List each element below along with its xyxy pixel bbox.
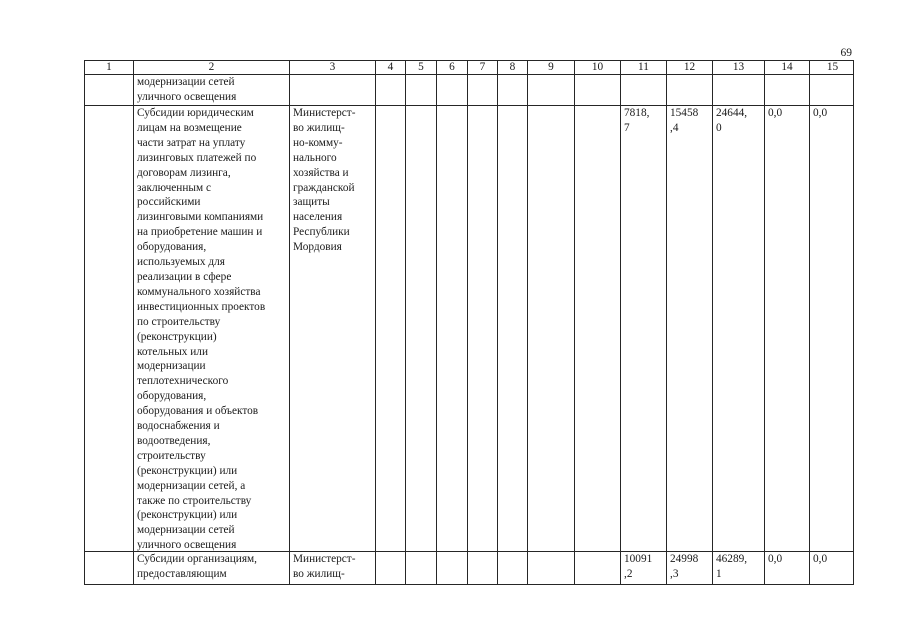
row2-col9 — [528, 106, 575, 552]
column-header-9: 9 — [528, 61, 575, 75]
column-header-14: 14 — [765, 61, 810, 75]
row1-col10 — [575, 75, 621, 106]
row3-col1 — [85, 552, 134, 585]
row1-col12 — [667, 75, 713, 106]
row2-col11 — [621, 106, 667, 552]
column-header-6: 6 — [437, 61, 468, 75]
row3-col15 — [810, 552, 854, 585]
row2-col15-value: 0,0 — [813, 107, 828, 119]
row1-col4 — [376, 75, 406, 106]
row3-col3-text: Министерст- во жилищ- — [293, 553, 356, 580]
row3-col2 — [134, 552, 290, 585]
row2-col13-value: 24644, 0 — [716, 107, 748, 134]
row2-col1 — [85, 106, 134, 552]
column-header-10: 10 — [575, 61, 621, 75]
row3-col5 — [406, 552, 437, 585]
column-header-11: 11 — [621, 61, 667, 75]
row2-col2 — [134, 106, 290, 552]
column-header-3: 3 — [290, 61, 376, 75]
column-header-1: 1 — [85, 61, 134, 75]
row2-col3-text: Министерст- во жилищ- но-комму- нального хозяйства и гражданской защиты населения Республики Мордовия — [293, 107, 356, 254]
row2-col5 — [406, 106, 437, 552]
row1-col2 — [134, 75, 290, 106]
row1-col11 — [621, 75, 667, 106]
column-header-2: 2 — [134, 61, 290, 75]
row3-col12 — [667, 552, 713, 585]
row1-col9 — [528, 75, 575, 106]
row2-col12 — [667, 106, 713, 552]
column-header-15: 15 — [810, 61, 854, 75]
row3-col7 — [468, 552, 498, 585]
row2-col4 — [376, 106, 406, 552]
row3-col13-value: 46289, 1 — [716, 553, 748, 580]
row1-col2-text: модернизации сетей уличного освещения — [137, 76, 237, 103]
column-header-8: 8 — [498, 61, 528, 75]
row2-col7 — [468, 106, 498, 552]
column-header-4: 4 — [376, 61, 406, 75]
row2-col3 — [290, 106, 376, 552]
page-number: 69 — [840, 47, 852, 59]
row3-col3 — [290, 552, 376, 585]
row2-col14 — [765, 106, 810, 552]
column-header-7: 7 — [468, 61, 498, 75]
row3-col2-text: Субсидии организациям, предоставляющим — [137, 553, 257, 580]
row1-col15 — [810, 75, 854, 106]
budget-table — [84, 60, 854, 585]
row3-col13 — [713, 552, 765, 585]
row3-col8 — [498, 552, 528, 585]
row3-col15-value: 0,0 — [813, 553, 828, 565]
row1-col6 — [437, 75, 468, 106]
row3-col11-value: 10091 ,2 — [624, 553, 653, 580]
row1-col14 — [765, 75, 810, 106]
row1-col5 — [406, 75, 437, 106]
column-header-5: 5 — [406, 61, 437, 75]
row1-col7 — [468, 75, 498, 106]
row2-col13 — [713, 106, 765, 552]
row2-col8 — [498, 106, 528, 552]
row3-col14 — [765, 552, 810, 585]
row2-col11-value: 7818, 7 — [624, 107, 650, 134]
row3-col14-value: 0,0 — [768, 553, 783, 565]
row1-col1 — [85, 75, 134, 106]
row3-col12-value: 24998 ,3 — [670, 553, 699, 580]
row2-col10 — [575, 106, 621, 552]
row3-col10 — [575, 552, 621, 585]
row2-col2-text: Субсидии юридическим лицам на возмещение части затрат на уплату лизинговых платежей по договорам лизинга, заключенным с российскими лизинговыми компаниями на приобретение машин и оборудования, используемых для реализации в сфере коммунального хозяйства инвестиционных проектов по строительству (реконструкции) котельных или модернизации теплотехнического оборудования, оборудования и объектов водоснабжения и водоотведения, строительству (реконструкции) или модернизации сетей, а также по строительству (реконструкции) или модернизации сетей уличного освещения — [137, 107, 266, 552]
column-header-13: 13 — [713, 61, 765, 75]
row2-col6 — [437, 106, 468, 552]
row1-col13 — [713, 75, 765, 106]
row3-col4 — [376, 552, 406, 585]
column-header-12: 12 — [667, 61, 713, 75]
row3-col11 — [621, 552, 667, 585]
row1-col3 — [290, 75, 376, 106]
row3-col9 — [528, 552, 575, 585]
row3-col6 — [437, 552, 468, 585]
row1-col8 — [498, 75, 528, 106]
row2-col15 — [810, 106, 854, 552]
row2-col14-value: 0,0 — [768, 107, 783, 119]
row2-col12-value: 15458 ,4 — [670, 107, 699, 134]
